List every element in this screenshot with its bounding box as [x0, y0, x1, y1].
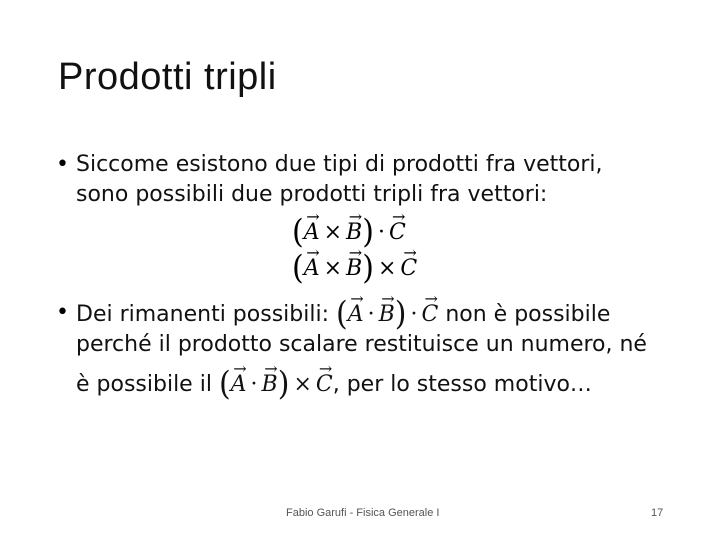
slide-title: Prodotti tripli	[58, 56, 277, 98]
formula-1: (→ A ×→ B) ·→ C	[292, 210, 406, 244]
page-number: 17	[651, 507, 664, 519]
bullet-1-line-2: sono possibili due prodotti tripli fra vettori:	[76, 182, 548, 207]
footer-author: Fabio Garufi - Fisica Generale I	[286, 507, 440, 519]
bullet-marker: •	[56, 300, 69, 325]
bullet-2-line-2: perché il prodotto scalare restituisce un numero, né	[76, 332, 647, 357]
formula-2: (→ A ×→ B) ×→ C	[292, 246, 417, 280]
bullet-2-line-3: è possibile il (→ A ·→ B) ×→ C, per lo stesso motivo…	[76, 362, 592, 396]
bullet-1-line-1: Siccome esistono due tipi di prodotti fra vettori,	[76, 152, 603, 177]
bullet-marker: •	[56, 152, 69, 177]
bullet-2-line-1: Dei rimanenti possibili: (→ A ·→ B) ·→ C non è possibile	[76, 292, 610, 326]
